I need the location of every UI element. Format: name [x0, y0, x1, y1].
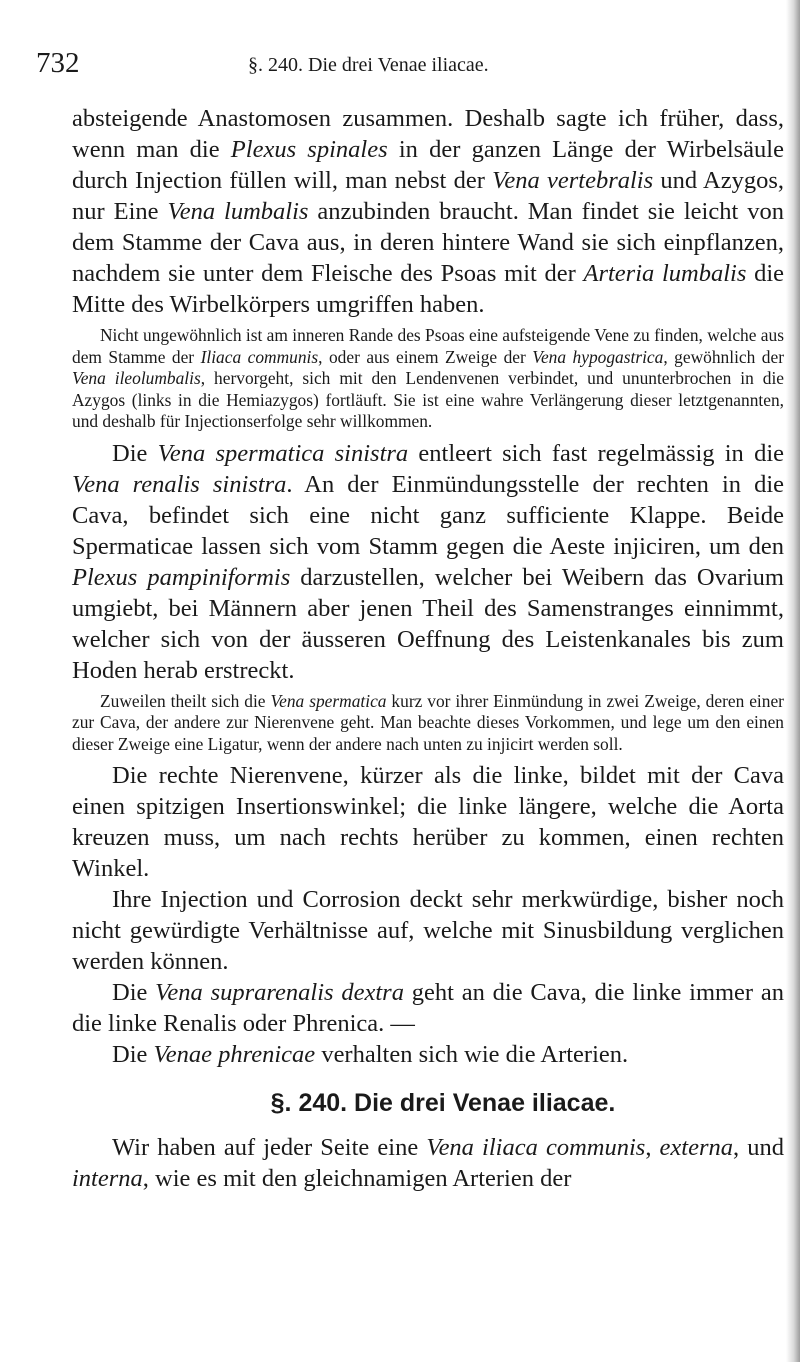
page-edge-shadow: [786, 0, 800, 1362]
page-body: [72, 103, 784, 1194]
paragraph-vena-spermatica: Die Vena spermatica sinistra entleert sich fast regelmässig in die Vena renalis sinistra. An der Einmündungsstelle der rechten in die Cava, befindet sich eine nicht ganz sufficiente Klappe. Beide Spermaticae lassen sich vom Stamm gegen die Aeste injiciren, um den Plexus pampiniformis darzustellen, welcher bei Weibern das Ovarium umgiebt, bei Männern aber jenen Theil des Samenstranges einnimmt, welcher sich von der äusseren Oeffnung des Leistenkanales bis zum Hoden herab erstreckt.: [72, 439, 784, 684]
page-header: [36, 42, 766, 82]
paragraph-suprarenalis: Die Vena suprarenalis dextra geht an die Cava, die linke immer an die linke Renalis oder Phrenica. —: [72, 979, 785, 1037]
section-heading: §. 240. Die drei Venae iliacae.: [270, 1089, 616, 1117]
paragraph-phrenicae: Die Venae phrenicae verhalten sich wie die Arterien.: [112, 1041, 629, 1068]
paragraph-venae-iliacae: Wir haben auf jeder Seite eine Vena iliaca communis, externa, und interna, wie es mit den gleichnamigen Arterien der: [72, 1134, 784, 1192]
note-aufsteigende-vene: Nicht ungewöhnlich ist am inneren Rande des Psoas eine aufsteigende Vene zu finden, welche aus dem Stamme der Iliaca communis, oder aus einem Zweige der Vena hypogastrica, gewöhnlich der Vena ileolumbalis, hervorgeht, sich mit den Lendenvenen verbindet, und ununterbrochen in die Azygos (links in die Hemiazygos) fortläuft. Sie ist eine wahre Verlängerung dieser letztgenannten, und deshalb für Injectionserfolge sehr willkommen.: [72, 325, 784, 431]
paragraph-nierenvene: Die rechte Nierenvene, kürzer als die linke, bildet mit der Cava einen spitzigen Insertionswinkel; die linke längere, welche die Aorta kreuzen muss, um nach rechts herüber zu kommen, einen rechten Winkel.: [72, 762, 784, 882]
note-spermatica-zweige: Zuweilen theilt sich die Vena spermatica kurz vor ihrer Einmündung in zwei Zweige, deren einer zur Cava, der andere zur Nierenvene geht. Man beachte dieses Vorkommen, und lege um den einen dieser Zweige eine Ligatur, wenn der andere nach unten zu injicirt werden soll.: [72, 690, 784, 754]
page-number: 732: [36, 47, 80, 79]
paragraph-anastomosen: absteigende Anastomosen zusammen. Deshalb sagte ich früher, dass, wenn man die Plexus spinales in der ganzen Länge der Wirbelsäule durch Injection füllen will, man nebst der Vena vertebralis und Azygos, nur Eine Vena lumbalis anzubinden braucht. Man findet sie leicht von dem Stamme der Cava aus, in deren hintere Wand sie sich einpflanzen, nachdem sie unter dem Fleische des Psoas mit der Arteria lumbalis die Mitte des Wirbelkörpers umgriffen haben.: [72, 105, 785, 318]
running-head: §. 240. Die drei Venae iliacae.: [248, 54, 489, 76]
paragraph-injection-corrosion: Ihre Injection und Corrosion deckt sehr merkwürdige, bisher noch nicht gewürdigte Verhältnisse auf, welche mit Sinusbildung verglichen werden können.: [72, 886, 784, 975]
